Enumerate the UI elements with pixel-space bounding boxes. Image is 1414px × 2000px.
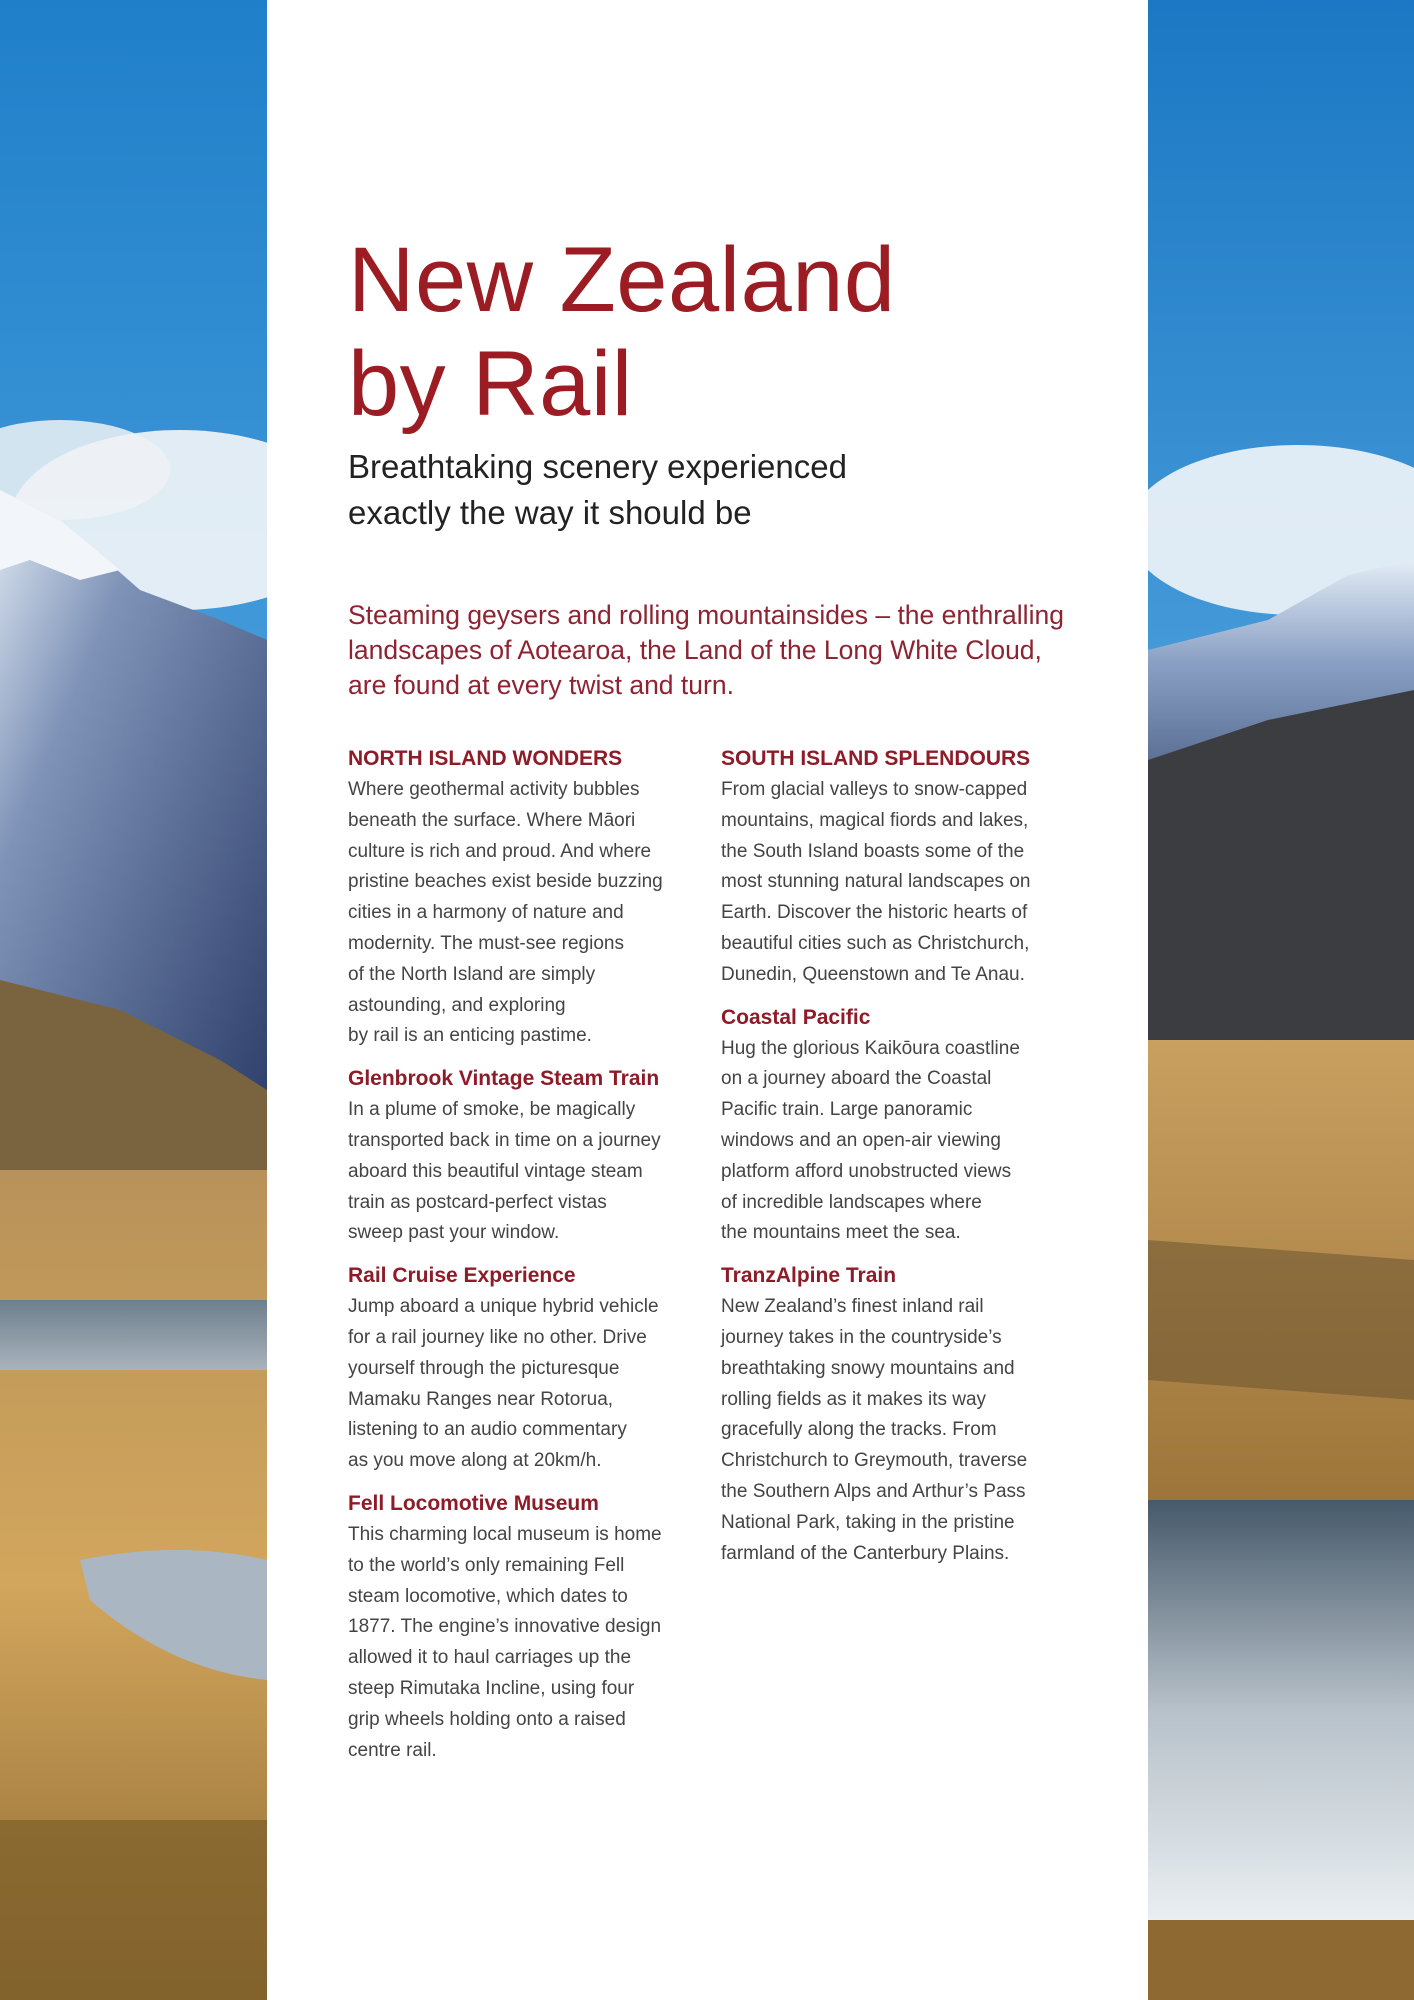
section-coastal-pacific (721, 1004, 1083, 1250)
page-subtitle (348, 444, 1068, 536)
section-body: This charming local museum is home to the world’s only remaining Fell steam locomotive, which dates to 1877. The engine’s innovative design allowed it to haul carriages up the steep Rimutaka Incline, using four grip wheels holding onto a raised centre rail. (348, 1523, 662, 1761)
section-rail-cruise (348, 1262, 708, 1477)
right-column (721, 745, 1083, 1582)
mountain-lake-scenery (0, 0, 267, 2000)
section-heading: SOUTH ISLAND SPLENDOURS (721, 747, 1031, 770)
section-body: In a plume of smoke, be magically transported back in time on a journey aboard this beautiful vintage steam train as postcard-perfect vistas sweep past your window. (348, 1099, 661, 1244)
section-body: New Zealand’s finest inland rail journey takes in the countryside’s breathtaking snowy mountains and rolling fields as it makes its way gracefully along the tracks. From Christchurch to Greymouth, traverse the Southern Alps and Arthur’s Pass National Park, taking in the pristine farmland of the Canterbury Plains. (721, 1296, 1028, 1564)
mountain-lake-scenery (1148, 0, 1414, 2000)
section-heading: Rail Cruise Experience (348, 1264, 576, 1288)
section-body: Where geothermal activity bubbles beneath the surface. Where Māori culture is rich and proud. And where pristine beaches exist beside buzzing cities in a harmony of nature and modernity. The must-see regions of the North Island are simply astounding, and exploring by rail is an enticing pastime. (348, 779, 663, 1047)
section-fell-museum (348, 1490, 708, 1766)
section-glenbrook (348, 1065, 708, 1249)
page-title (348, 228, 1068, 436)
section-heading: NORTH ISLAND WONDERS (348, 747, 623, 770)
section-tranzalpine (721, 1262, 1083, 1569)
subtitle-line-1: Breathtaking scenery experienced (348, 448, 847, 485)
section-north-island (348, 745, 708, 1052)
content-panel (267, 0, 1148, 2000)
section-heading: Glenbrook Vintage Steam Train (348, 1067, 660, 1091)
section-south-island (721, 745, 1083, 991)
section-heading: TranzAlpine Train (721, 1264, 897, 1288)
intro-paragraph: Steaming geysers and rolling mountainsides – the enthralling landscapes of Aotearoa, the Land of the Long White Cloud, are found at every twist and turn. (348, 600, 1064, 700)
landscape-photo-left (0, 0, 267, 2000)
section-heading: Coastal Pacific (721, 1005, 871, 1029)
title-line-1: New Zealand (348, 229, 896, 331)
section-body: Jump aboard a unique hybrid vehicle for a rail journey like no other. Drive yourself through the picturesque Mamaku Ranges near Rotorua, listening to an audio commentary as you move along at 20km/h. (348, 1296, 659, 1472)
left-column (348, 745, 708, 1779)
section-body: From glacial valleys to snow-capped mountains, magical fiords and lakes, the South Island boasts some of the most stunning natural landscapes on Earth. Discover the historic hearts of beautiful cities such as Christchurch, Dunedin, Queenstown and Te Anau. (721, 779, 1031, 985)
title-line-2: by Rail (348, 333, 633, 435)
subtitle-line-2: exactly the way it should be (348, 494, 752, 531)
landscape-photo-right (1148, 0, 1414, 2000)
section-heading: Fell Locomotive Museum (348, 1491, 599, 1515)
section-body: Hug the glorious Kaikōura coastline on a journey aboard the Coastal Pacific train. Large panoramic windows and an open-air viewing platform afford unobstructed views of incredible landscapes where the mountains meet the sea. (721, 1037, 1020, 1244)
